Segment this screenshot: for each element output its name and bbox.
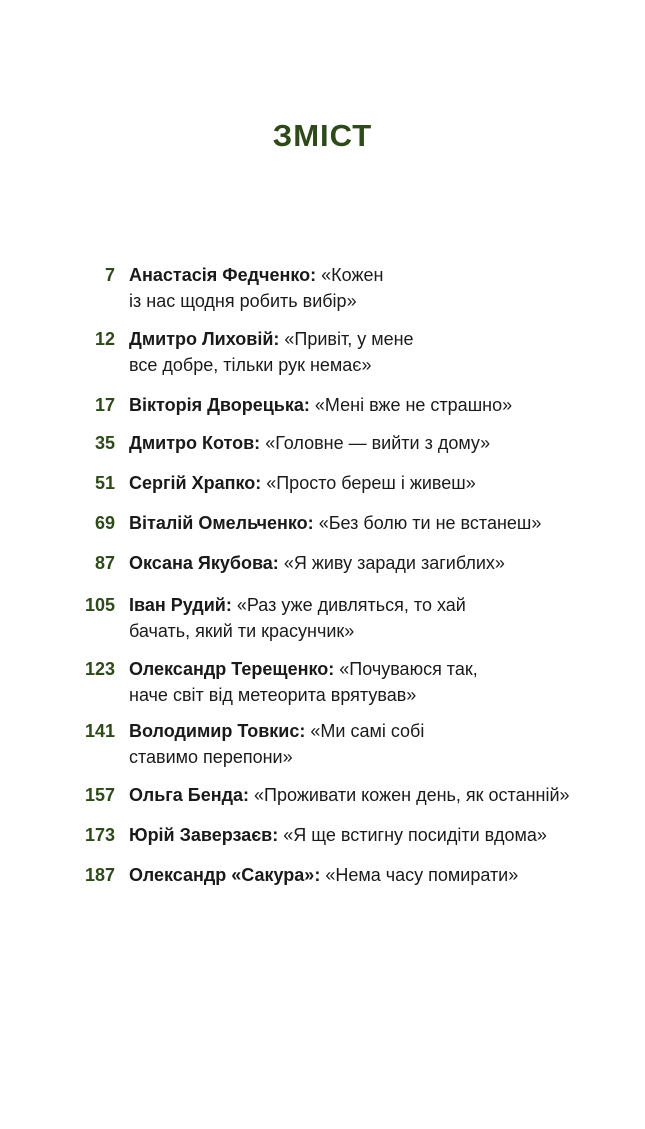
toc-page-number: 157 [84,785,115,805]
toc-author: Олександр Терещенко: [129,659,335,679]
toc-entry-text [129,592,629,644]
toc-author: Ольга Бенда: [129,785,250,805]
toc-page-number: 51 [94,473,115,493]
toc-line [129,718,629,744]
toc-page-number: 173 [84,825,115,845]
toc-line [129,392,629,418]
toc-quote-continued: все добре, тільки рук немає» [129,355,372,375]
toc-quote: «Я живу заради загиблих» [283,553,505,573]
toc-entry-text [129,510,629,536]
toc-entry-text [129,392,629,418]
toc-quote-continued: бачать, який ти красунчик» [129,621,355,641]
toc-quote: «Кожен [321,265,384,285]
toc-page-number: 7 [104,265,115,285]
toc-author: Дмитро Котов: [129,433,261,453]
toc-line [129,262,629,288]
toc-quote: «Головне — вийти з дому» [265,433,491,453]
toc-quote-continued: ставимо перепони» [129,747,293,767]
toc-entry-text [129,430,629,456]
toc-line [129,430,629,456]
toc-line [129,470,629,496]
toc-quote: «Почуваюся так, [339,659,478,679]
toc-quote: «Без болю ти не встанеш» [318,513,542,533]
toc-line [129,656,629,682]
toc-page-number: 87 [94,553,115,573]
toc-author: Дмитро Лиховій: [129,329,280,349]
toc-entry-text [129,862,629,888]
toc-quote: «Нема часу помирати» [325,865,519,885]
toc-line [129,510,629,536]
toc-quote-continued: наче світ від метеорита врятував» [129,685,417,705]
toc-quote: «Просто береш і живеш» [266,473,476,493]
toc-page-number: 12 [94,329,115,349]
toc-entry-text [129,782,629,808]
toc-page-number: 123 [84,659,115,679]
toc-entry-text [129,550,629,576]
toc-line [129,326,629,352]
toc-quote: «Ми самі собі [310,721,425,741]
toc-author: Оксана Якубова: [129,553,279,573]
toc-quote: «Проживати кожен день, як останній» [254,785,570,805]
toc-page-number: 187 [84,865,115,885]
toc-author: Олександр «Сакура»: [129,865,321,885]
toc-line [129,592,629,618]
toc-entry-text [129,262,629,314]
toc-line [129,550,629,576]
toc-entry-text [129,822,629,848]
toc-line [129,782,629,808]
toc-entry-text [129,326,629,378]
toc-entry-text [129,718,629,770]
toc-page-number: 141 [84,721,115,741]
toc-author: Іван Рудий: [129,595,232,615]
toc-author: Сергій Храпко: [129,473,262,493]
toc-entry-text [129,470,629,496]
toc-line [129,862,629,888]
toc-page-number: 35 [94,433,115,453]
toc-author: Юрій Заверзаєв: [129,825,279,845]
toc-page-number: 69 [94,513,115,533]
toc-entry-text [129,656,629,708]
page-title: ЗМІСТ [272,118,373,153]
toc-author: Анастасія Федченко: [129,265,317,285]
toc-line [129,822,629,848]
toc-page-number: 105 [84,595,115,615]
toc-author: Вікторія Дворецька: [129,395,310,415]
toc-quote: «Раз уже дивляться, то хай [236,595,466,615]
toc-quote: «Я ще встигну посидіти вдома» [283,825,547,845]
toc-author: Володимир Товкис: [129,721,306,741]
toc-quote: «Мені вже не страшно» [314,395,513,415]
toc-quote: «Привіт, у мене [284,329,414,349]
toc-page-number: 17 [94,395,115,415]
toc-author: Віталій Омельченко: [129,513,314,533]
toc-quote-continued: із нас щодня робить вибір» [129,291,357,311]
